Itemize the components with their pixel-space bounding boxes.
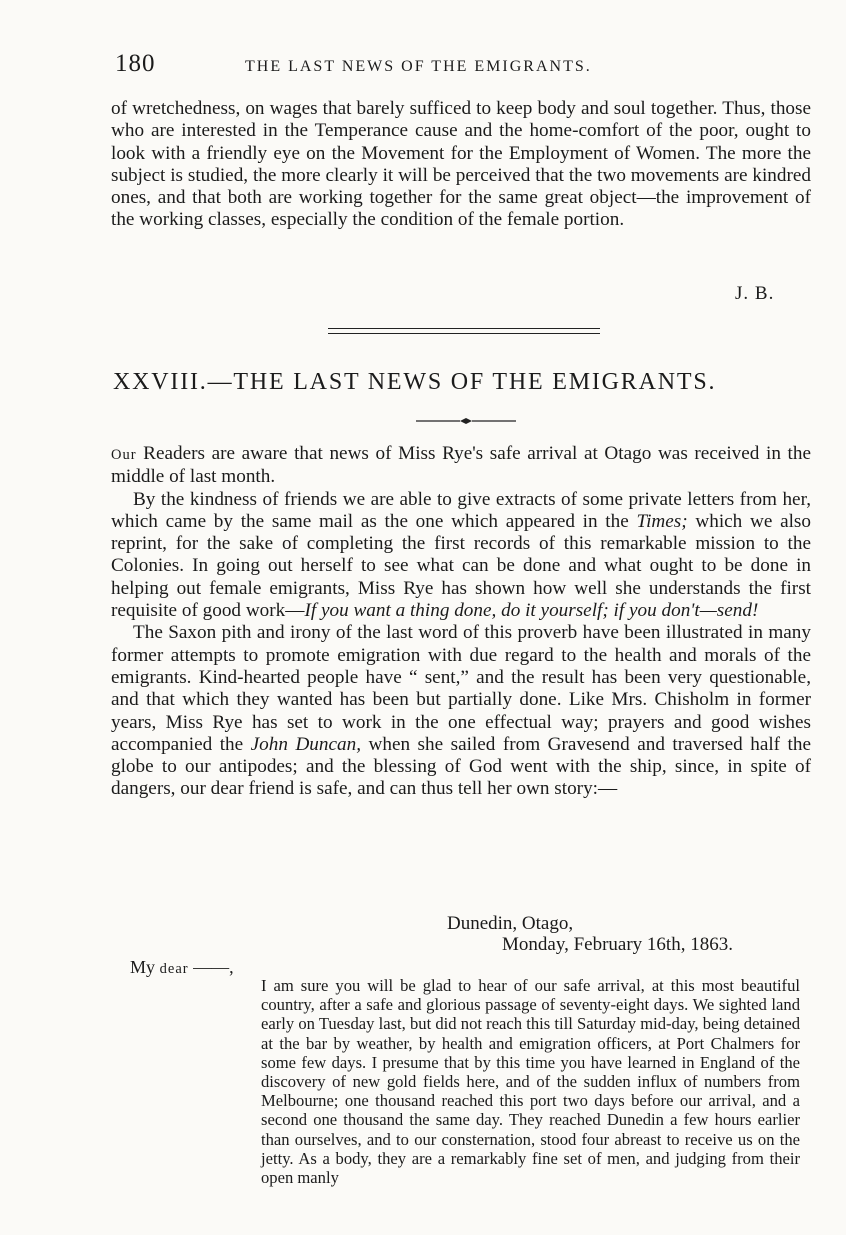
article-body [111, 443, 811, 801]
running-title: THE LAST NEWS OF THE EMIGRANTS. [245, 58, 592, 75]
letter-body [106, 976, 800, 1187]
salutation-dear: dear [155, 961, 189, 977]
ornament-divider [416, 416, 516, 426]
ornament-diamond-icon [460, 418, 472, 424]
previous-article-text: of wretchedness, on wages that barely sufficed to keep body and soul together. Thus, those who are interested in the Temperance cause and the home-comfort of the poor, ought to look with a friendly eye on the Movement for the Employment of Women. The more the subject is studied, the more clearly it will be perceived that the two movements are kindred ones, and that both are working together for the same great object—the improvement of the working classes, especially the condition of the female portion. [111, 98, 811, 231]
running-header [115, 50, 815, 86]
letter-place: Dunedin, Otago, [447, 913, 574, 934]
salutation-lead: My [130, 957, 156, 977]
letter-salutation [130, 957, 234, 978]
paragraph-1-text: Readers are aware that news of Miss Rye's safe arrival at Otago was received in the middle of last month. [111, 443, 811, 488]
salutation-dash: ——, [188, 957, 234, 977]
paragraph-2-text-a: By the kindness of friends we are able to give extracts of some private letters from her, which came by the same mail as the one which appeared in the [111, 488, 811, 532]
section-divider [328, 328, 600, 336]
previous-article-paragraph [111, 98, 811, 232]
paragraph-3-text-a: The Saxon pith and irony of the last word of this proverb have been illustrated in many former attempts to promote emigration with due regard to the health and morals of the emigrants. Kind-hearted people have “ sent,” and the result has been very questionable, and that which they wanted has been but partially done. Like Mrs. Chisholm in former years, Miss Rye has set to work in the one effectual way; prayers and good wishes accompanied the [111, 622, 811, 755]
article-paragraph-1 [111, 443, 811, 489]
article-heading: XXVIII.—THE LAST NEWS OF THE EMIGRANTS. [113, 369, 717, 395]
page-number: 180 [115, 50, 156, 77]
newspaper-title: Times; [636, 510, 688, 532]
drop-word: Our [111, 447, 137, 463]
author-initials: J. B. [735, 283, 775, 304]
proverb: If you want a thing done, do it yourself; if you don't—send! [304, 600, 759, 622]
paragraph-2-text-b: which we also reprint, for the sake of completing the first records of this remarkable mission to the Colonies. In going out herself to see what can be done and what ought to be done in helping out female emigrants, Miss Rye has shown how well she understands the first requisite of good work— [111, 510, 811, 622]
letter-text: I am sure you will be glad to hear of our safe arrival, at this most beautiful country, after a safe and glorious passage of seventy-eight days. We sighted land early on Tuesday last, but did not reach this till Saturday mid-day, being detained at the bar by weather, by health and emigration officers, at Port Chalmers for some few days. I presume that by this time you have learned in England of the discovery of new gold fields here, and of the sudden influx of numbers from Melbourne; one thousand reached this port two days before our arrival, and a second one thousand the same day. They reached Dunedin a few hours earlier than ourselves, and to our consternation, stood four abreast to receive us on the jetty. As a body, they are a remarkably fine set of men, and judging from their open manly [261, 976, 800, 1188]
divider-rule-top [328, 328, 600, 329]
letter-date: Monday, February 16th, 1863. [502, 934, 733, 955]
article-paragraph-2 [111, 489, 811, 623]
divider-rule-bottom [328, 333, 600, 334]
ship-name: John Duncan, [250, 733, 361, 755]
paragraph-3-text-b: when she sailed from Gravesend and traversed half the globe to our antipodes; and the blessing of God went with the ship, since, in spite of dangers, our dear friend is safe, and can thus tell her own story:— [111, 733, 811, 800]
article-paragraph-3 [111, 622, 811, 800]
